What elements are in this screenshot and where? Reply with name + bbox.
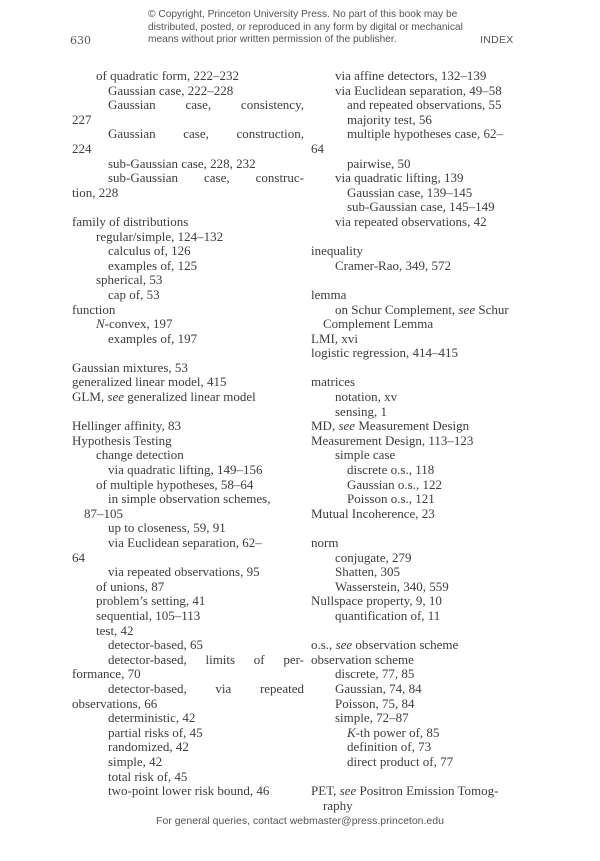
index-entry: via repeated observations, 42: [335, 213, 487, 229]
index-column-right: [311, 69, 543, 813]
index-entry: Mutual Incoherence, 23: [311, 505, 435, 521]
page-number: 630: [70, 34, 91, 47]
index-entry: Nullspace property, 9, 10: [311, 593, 442, 609]
see-reference: see: [339, 783, 357, 799]
index-entry: conjugate, 279: [335, 549, 412, 565]
index-entry: calculus of, 126: [108, 243, 191, 259]
index-entry: in simple observation schemes,: [108, 491, 271, 507]
index-entry: lemma: [311, 286, 347, 302]
index-entry: Measurement Design, 113–123: [311, 432, 474, 448]
index-entry: Gaussian case, 222–228: [108, 82, 234, 98]
index-entry: Gaussian, 74, 84: [335, 680, 422, 696]
index-entry: direct product of, 77: [347, 753, 454, 769]
index-entry: 87–105: [84, 505, 123, 521]
entry-gap: [311, 230, 543, 245]
entry-gap: [72, 346, 304, 361]
entry-gap: [311, 521, 543, 536]
index-entry: K-th power of, 85: [347, 724, 440, 740]
index-entry: randomized, 42: [108, 739, 189, 755]
index-entry: up to closeness, 59, 91: [108, 520, 226, 536]
index-entry: cap of, 53: [108, 286, 160, 302]
index-entry: LMI, xvi: [311, 330, 358, 346]
index-entry: 224: [72, 140, 92, 156]
math-symbol: N: [96, 316, 105, 332]
index-entry: inequality: [311, 243, 363, 259]
index-entry: two-point lower risk bound, 46: [108, 783, 270, 799]
index-entry: N-convex, 197: [96, 316, 173, 332]
index-entry: Poisson, 75, 84: [335, 695, 415, 711]
index-entry: 227: [72, 111, 92, 127]
index-entry: Poisson o.s., 121: [347, 491, 435, 507]
index-entry: 64: [311, 140, 324, 156]
index-entry: tion, 228: [72, 184, 119, 200]
index-entry: of quadratic form, 222–232: [96, 68, 239, 83]
index-entry: on Schur Complement, see Schur: [335, 301, 509, 317]
index-entry: total risk of, 45: [108, 768, 188, 784]
index-entry: Wasserstein, 340, 559: [335, 578, 449, 594]
index-entry: Gaussian mixtures, 53: [72, 359, 188, 375]
index-entry: family of distributions: [72, 213, 189, 229]
index-entry: logistic regression, 414–415: [311, 345, 458, 361]
index-entry: simple, 72–87: [335, 710, 409, 726]
index-entry: definition of, 73: [347, 739, 432, 755]
index-entry: spherical, 53: [96, 272, 163, 288]
index-entry: function: [72, 301, 116, 317]
index-entry: Gaussian case, construction,: [108, 126, 304, 142]
index-entry: matrices: [311, 374, 356, 390]
index-entry: via quadratic lifting, 139: [335, 170, 464, 186]
entry-gap: [72, 405, 304, 420]
index-entry: multiple hypotheses case, 62–: [347, 126, 503, 142]
index-entry: of multiple hypotheses, 58–64: [96, 476, 254, 492]
entry-gap: [311, 770, 543, 785]
index-entry: sub-Gaussian case, 145–149: [347, 199, 495, 215]
index-entry: discrete, 77, 85: [335, 666, 415, 682]
index-entry: detector-based, via repeated: [108, 680, 304, 696]
index-entry: Complement Lemma: [323, 316, 434, 332]
math-symbol: K: [347, 724, 356, 740]
index-entry: observation scheme: [311, 651, 414, 667]
entry-gap: [311, 624, 543, 639]
index-entry: Gaussian case, consistency,: [108, 97, 304, 113]
index-entry: quantification of, 11: [335, 607, 441, 623]
index-entry: MD, see Measurement Design: [311, 418, 470, 434]
index-entry: observations, 66: [72, 695, 158, 711]
copyright-line: distributed, posted, or reproduced in any form by digital or mechanical: [148, 21, 463, 33]
see-reference: see: [107, 389, 124, 405]
entry-gap: [311, 361, 543, 376]
copyright-line: means without prior written permission of the publisher.: [148, 34, 397, 46]
index-entry: majority test, 56: [347, 111, 432, 127]
index-entry: via affine detectors, 132–139: [335, 68, 487, 83]
index-entry: problem’s setting, 41: [96, 593, 206, 609]
index-entry: via repeated observations, 95: [108, 564, 260, 580]
index-entry: pairwise, 50: [347, 155, 411, 171]
index-entry: notation, xv: [335, 389, 398, 405]
index-column-left: [72, 69, 304, 799]
index-entry: detector-based, 65: [108, 637, 204, 653]
index-entry: generalized linear model, 415: [72, 374, 227, 390]
see-reference: see: [338, 418, 356, 434]
copyright-notice: [148, 9, 488, 47]
index-entry: sub-Gaussian case, construc-: [108, 170, 304, 186]
index-entry: examples of, 197: [108, 330, 198, 346]
index-entry: Cramer-Rao, 349, 572: [335, 257, 451, 273]
copyright-line: © Copyright, Princeton University Press. No part of this book may be: [148, 9, 458, 20]
index-entry: simple, 42: [108, 753, 163, 769]
see-reference: see: [458, 301, 476, 317]
index-entry: PET, see Positron Emission Tomog-: [311, 783, 499, 799]
index-entry: sequential, 105–113: [96, 607, 201, 623]
index-entry: discrete o.s., 118: [347, 462, 435, 478]
index-entry: Hypothesis Testing: [72, 432, 172, 448]
index-entry: GLM, see generalized linear model: [72, 389, 256, 405]
index-entry: via quadratic lifting, 149–156: [108, 462, 263, 478]
index-entry: Shatten, 305: [335, 564, 400, 580]
index-entry: Hellinger affinity, 83: [72, 418, 182, 434]
index-entry: partial risks of, 45: [108, 724, 203, 740]
entry-gap: [72, 200, 304, 215]
index-entry: Gaussian case, 139–145: [347, 184, 473, 200]
index-entry: change detection: [96, 447, 184, 463]
footer-contact: For general queries, contact webmaster@press.princeton.edu: [156, 815, 444, 827]
index-entry: via Euclidean separation, 49–58: [335, 82, 502, 98]
index-entry: o.s., see observation scheme: [311, 637, 459, 653]
index-entry: test, 42: [96, 622, 134, 638]
index-entry: formance, 70: [72, 666, 141, 682]
index-entry: regular/simple, 124–132: [96, 228, 224, 244]
index-entry: detector-based, limits of per-: [108, 651, 304, 667]
index-entry: sensing, 1: [335, 403, 387, 419]
index-entry: Gaussian o.s., 122: [347, 476, 442, 492]
index-entry: norm: [311, 535, 339, 550]
index-entry: sub-Gaussian case, 228, 232: [108, 155, 256, 171]
index-entry: deterministic, 42: [108, 710, 196, 726]
index-entry: raphy: [323, 797, 353, 813]
index-entry: and repeated observations, 55: [347, 97, 502, 113]
running-head: INDEX: [480, 34, 514, 46]
index-entry: examples of, 125: [108, 257, 198, 273]
index-entry: 64: [72, 549, 85, 565]
see-reference: see: [335, 637, 353, 653]
index-entry: simple case: [335, 447, 396, 463]
index-entry: via Euclidean separation, 62–: [108, 535, 262, 550]
index-entry: of unions, 87: [96, 578, 165, 594]
entry-gap: [311, 273, 543, 288]
